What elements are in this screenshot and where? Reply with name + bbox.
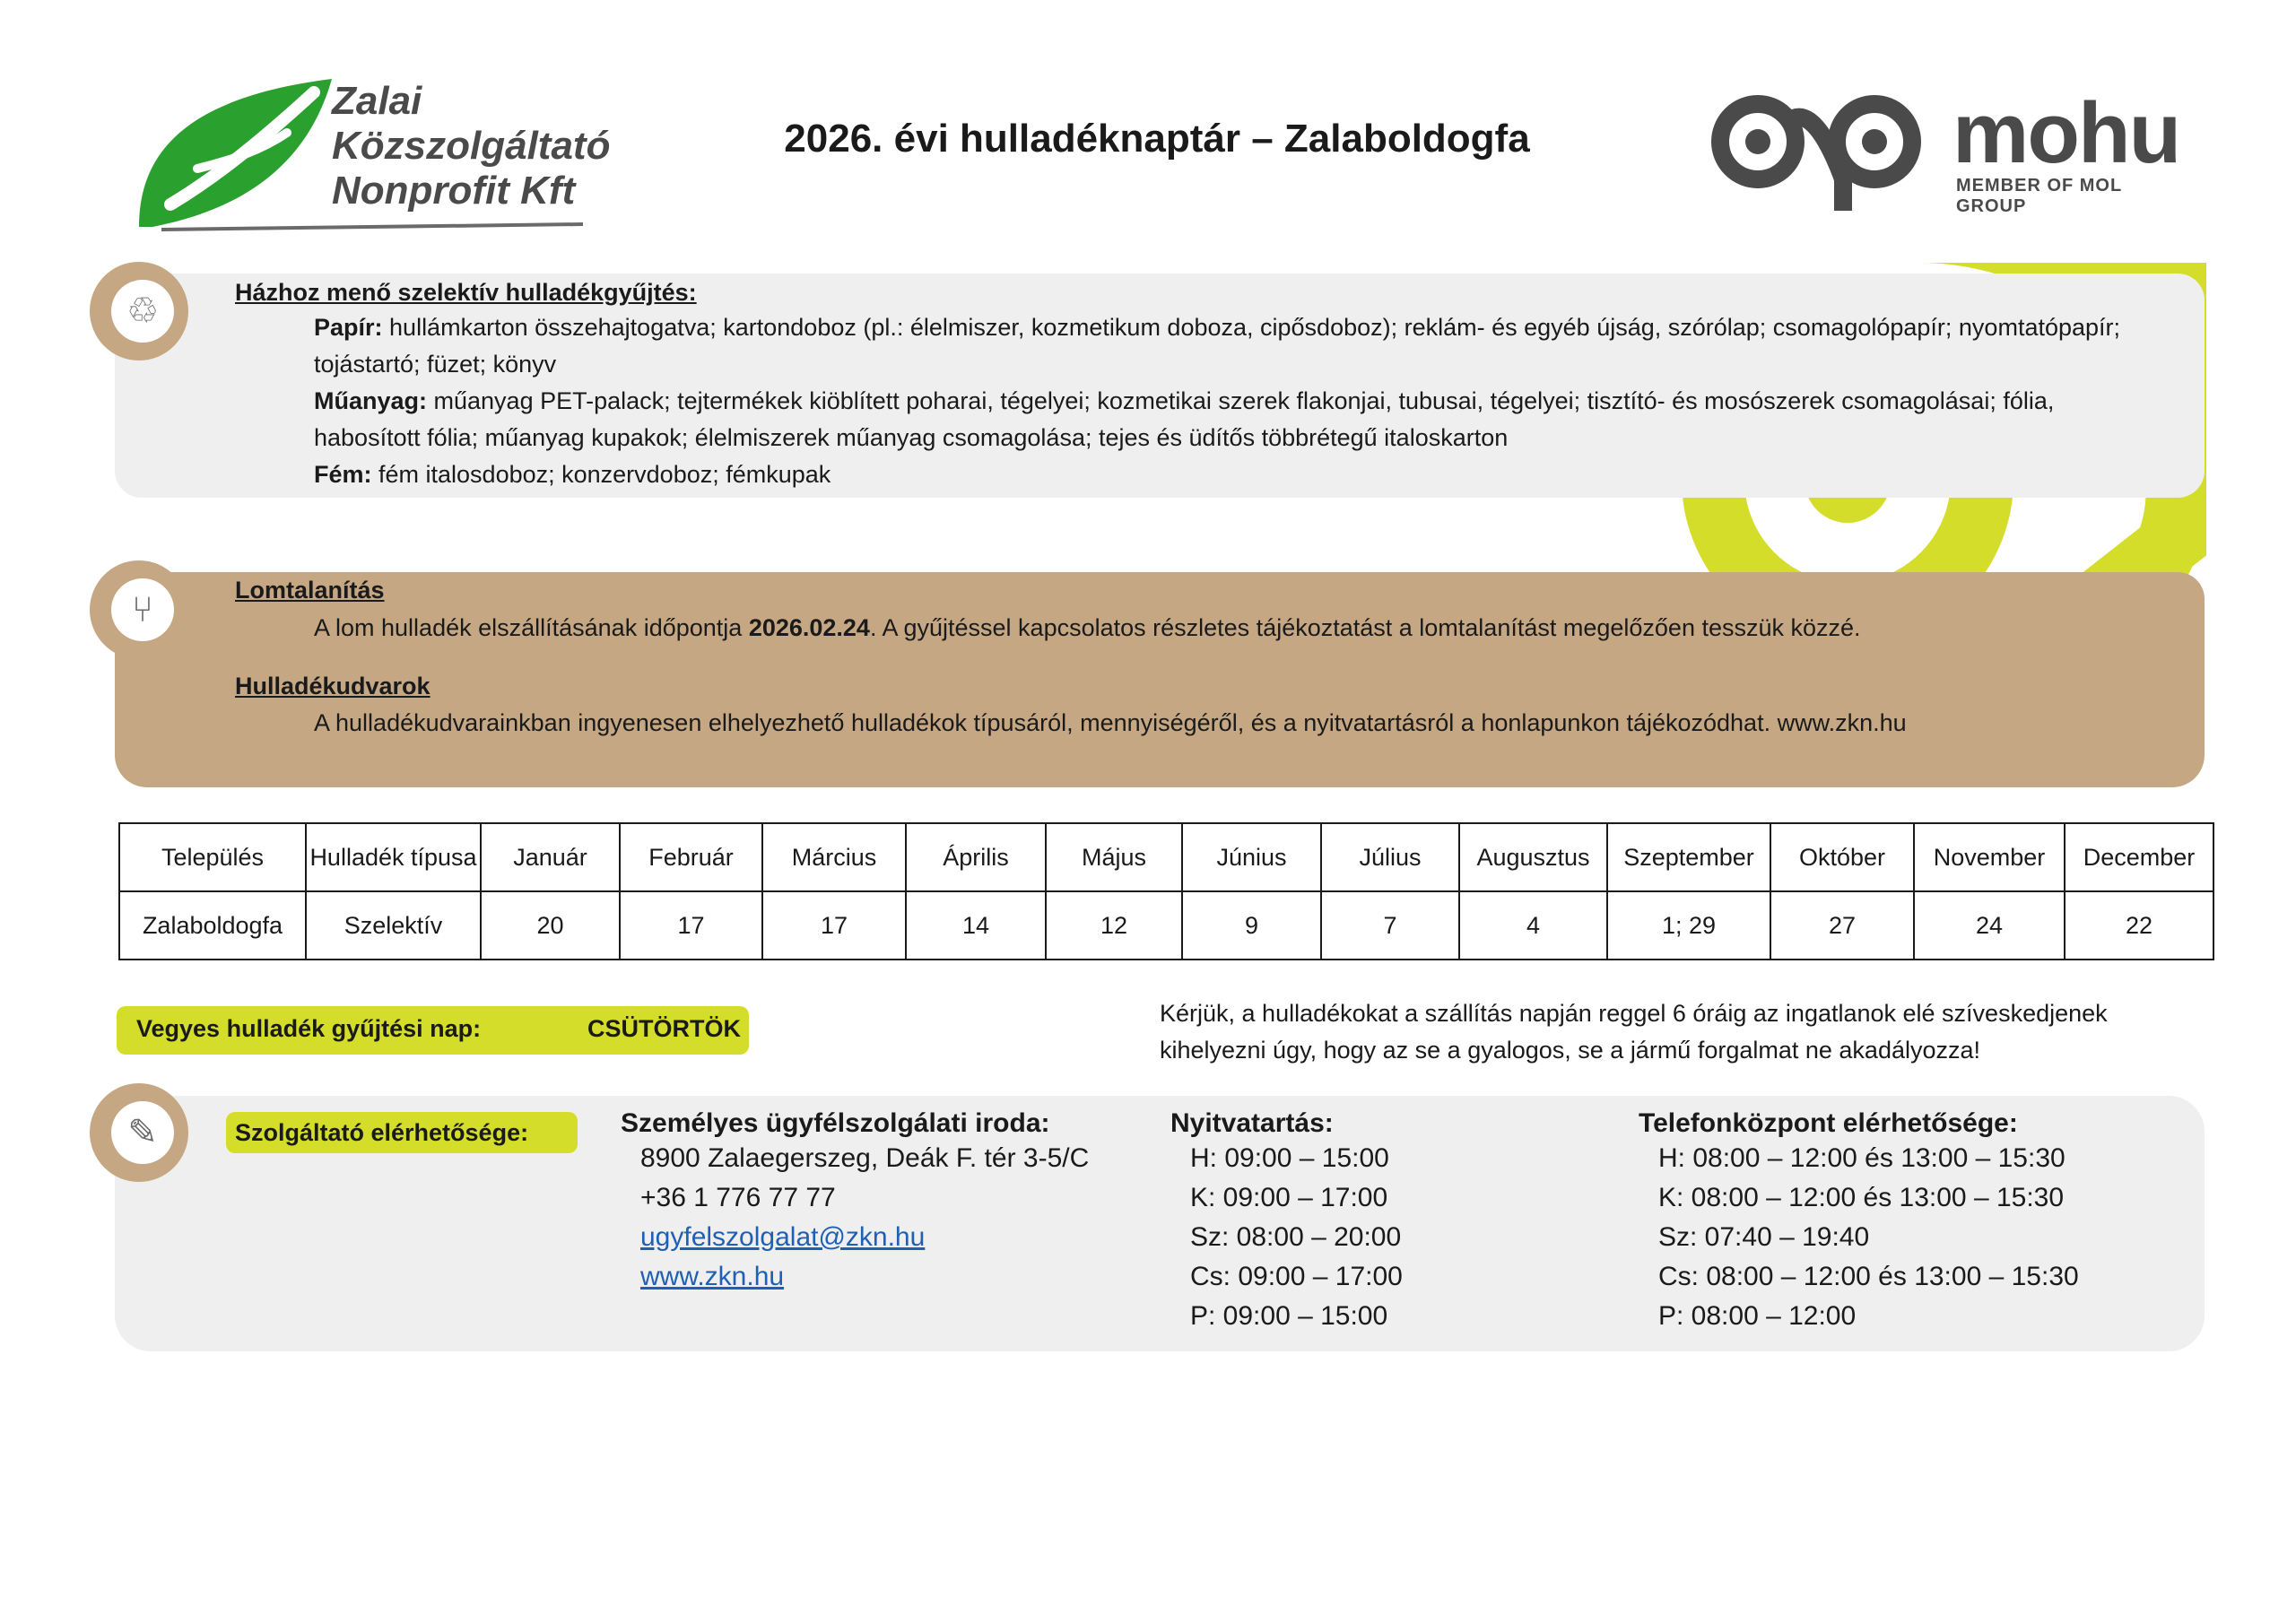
office-address: 8900 Zalaegerszeg, Deák F. tér 3-5/C <box>640 1143 1090 1173</box>
mixed-waste-label: Vegyes hulladék gyűjtési nap: <box>136 1015 482 1042</box>
header-cell: Október <box>1770 823 1914 891</box>
chair-icon: ⑂ <box>111 578 174 641</box>
placement-notice <box>1160 995 2236 1069</box>
contact-tab <box>90 1083 188 1182</box>
mixed-waste-badge <box>117 1006 749 1055</box>
bulky-text <box>314 610 2179 647</box>
table-cell: 20 <box>481 891 620 960</box>
header-cell: November <box>1914 823 2065 891</box>
header-cell: Település <box>119 823 306 891</box>
opening-hours-block <box>1170 1108 1583 1336</box>
header-cell: Július <box>1321 823 1459 891</box>
notice-line: Kérjük, a hulladékokat a szállítás napján reggel 6 óráig az ingatlanok elé szíveskedjenek <box>1160 1000 2108 1027</box>
mohu-tagline: MEMBER OF MOL GROUP <box>1956 176 2122 216</box>
opening-hours-line: P: 09:00 – 15:00 <box>1190 1301 1388 1331</box>
phone-center-heading: Telefonközpont elérhetősége: <box>1639 1108 2018 1138</box>
header-cell: Szeptember <box>1607 823 1770 891</box>
mohu-symbol-icon <box>1709 90 1942 215</box>
phone-center-list <box>1639 1139 2195 1336</box>
selective-list <box>314 309 2179 493</box>
page-title: 2026. évi hulladéknaptár – Zalaboldogfa <box>784 117 1530 161</box>
zkn-logo-text <box>332 79 610 213</box>
table-cell: 7 <box>1321 891 1459 960</box>
bulky-heading: Lomtalanítás <box>235 577 385 604</box>
zkn-logo-line: Közszolgáltató <box>332 124 611 168</box>
phone-center-line: P: 08:00 – 12:00 <box>1658 1301 1857 1331</box>
table-cell: 12 <box>1046 891 1182 960</box>
office-email-link[interactable]: ugyfelszolgalat@zkn.hu <box>640 1222 926 1252</box>
phone-center-block <box>1639 1108 2195 1336</box>
zkn-logo-line: Zalai <box>332 79 422 123</box>
header-cell: Január <box>481 823 620 891</box>
opening-hours-line: Cs: 09:00 – 17:00 <box>1190 1262 1403 1291</box>
phone-center-line: K: 08:00 – 12:00 és 13:00 – 15:30 <box>1658 1183 2065 1212</box>
yards-text: A hulladékudvarainkban ingyenesen elhelyezhető hulladékok típusáról, mennyiségéről, és a nyitvatartásról a honlapunkon tájékozódhat. www.zkn.hu <box>314 709 1907 736</box>
opening-hours-line: K: 09:00 – 17:00 <box>1190 1183 1388 1212</box>
header-cell: December <box>2065 823 2213 891</box>
table-cell: Zalaboldogfa <box>119 891 306 960</box>
table-cell: Szelektív <box>306 891 481 960</box>
header-cell: Február <box>620 823 762 891</box>
bulky-date: 2026.02.24 <box>748 614 870 641</box>
table-cell: 17 <box>620 891 762 960</box>
opening-hours-list <box>1170 1139 1583 1336</box>
item-text: hullámkarton összehajtogatva; kartondoboz (pl.: élelmiszer, kozmetikum doboza, cipősdoboz); reklám- és egyéb újság, szórólap; csomagolópapír; nyomtatópapír; <box>382 314 2121 341</box>
item-text: fém italosdoboz; konzervdoboz; fémkupak <box>371 461 831 488</box>
table-cell: 27 <box>1770 891 1914 960</box>
table-header-row <box>119 823 2213 891</box>
header-cell: Június <box>1182 823 1321 891</box>
table-cell: 9 <box>1182 891 1321 960</box>
phone-center-line: Sz: 07:40 – 19:40 <box>1658 1222 1870 1252</box>
mohu-wordmark: mohu <box>1952 85 2180 181</box>
table-cell: 1; 29 <box>1607 891 1770 960</box>
bulky-text-after: . A gyűjtéssel kapcsolatos részletes tájékoztatást a lomtalanítást megelőzően tesszük közzé. <box>869 614 1861 641</box>
table-cell: 4 <box>1459 891 1607 960</box>
opening-hours-heading: Nyitvatartás: <box>1170 1108 1334 1138</box>
header-cell: Április <box>906 823 1046 891</box>
selective-heading: Házhoz menő szelektív hulladékgyűjtés: <box>235 279 697 306</box>
item-text: műanyag PET-palack; tejtermékek kiöblített poharai, tégelyei; kozmetikai szerek flakonjai, tubusai, tégelyei; tisztító- és mosószerek csomagolásai; fólia, <box>427 387 2055 414</box>
contact-badge <box>226 1112 578 1153</box>
phone-center-line: H: 08:00 – 12:00 és 13:00 – 15:30 <box>1658 1143 2066 1173</box>
item-label: Papír: <box>314 314 383 341</box>
opening-hours-line: H: 09:00 – 15:00 <box>1190 1143 1389 1173</box>
bulky-text-before: A lom hulladék elszállításának időpontja <box>314 614 749 641</box>
table-row <box>119 891 2213 960</box>
edit-icon: ✎ <box>111 1101 174 1164</box>
table-cell: 22 <box>2065 891 2213 960</box>
header-cell: Augusztus <box>1459 823 1607 891</box>
item-label: Fém: <box>314 461 372 488</box>
header-cell: Március <box>762 823 906 891</box>
mohu-logo <box>1709 85 2193 216</box>
selective-tab <box>90 262 188 360</box>
table-cell: 14 <box>906 891 1046 960</box>
selective-item-paper <box>314 309 2179 346</box>
table-cell: 24 <box>1914 891 2065 960</box>
header-cell: Hulladék típusa <box>306 823 481 891</box>
item-text-cont: tojástartó; füzet; könyv <box>314 351 557 378</box>
contact-badge-label: Szolgáltató elérhetősége: <box>235 1119 529 1146</box>
notice-line: kihelyezni úgy, hogy az se a gyalogos, se a jármű forgalmat ne akadályozza! <box>1160 1037 1981 1064</box>
office-heading: Személyes ügyfélszolgálati iroda: <box>621 1108 1050 1138</box>
item-text-cont: habosított fólia; műanyag kupakok; élelmiszerek műanyag csomagolása; tejes és üdítős többrétegű italoskarton <box>314 424 1509 451</box>
collection-calendar-table <box>118 822 2214 960</box>
zkn-logo <box>135 70 637 240</box>
office-details <box>621 1139 1123 1297</box>
opening-hours-line: Sz: 08:00 – 20:00 <box>1190 1222 1402 1252</box>
mixed-waste-day: CSÜTÖRTÖK <box>587 1015 741 1042</box>
recycle-icon: ♲ <box>111 280 174 343</box>
item-label: Műanyag: <box>314 387 428 414</box>
header-cell: Május <box>1046 823 1182 891</box>
office-phone[interactable]: +36 1 776 77 77 <box>640 1183 836 1212</box>
yards-heading: Hulladékudvarok <box>235 673 430 699</box>
selective-item-metal <box>314 456 2179 493</box>
bulky-tab <box>90 560 188 659</box>
zkn-logo-line: Nonprofit Kft <box>332 169 576 213</box>
phone-center-line: Cs: 08:00 – 12:00 és 13:00 – 15:30 <box>1658 1262 2079 1291</box>
selective-item-plastic <box>314 383 2179 420</box>
office-web-link[interactable]: www.zkn.hu <box>640 1262 785 1291</box>
office-block <box>621 1108 1123 1297</box>
table-cell: 17 <box>762 891 906 960</box>
